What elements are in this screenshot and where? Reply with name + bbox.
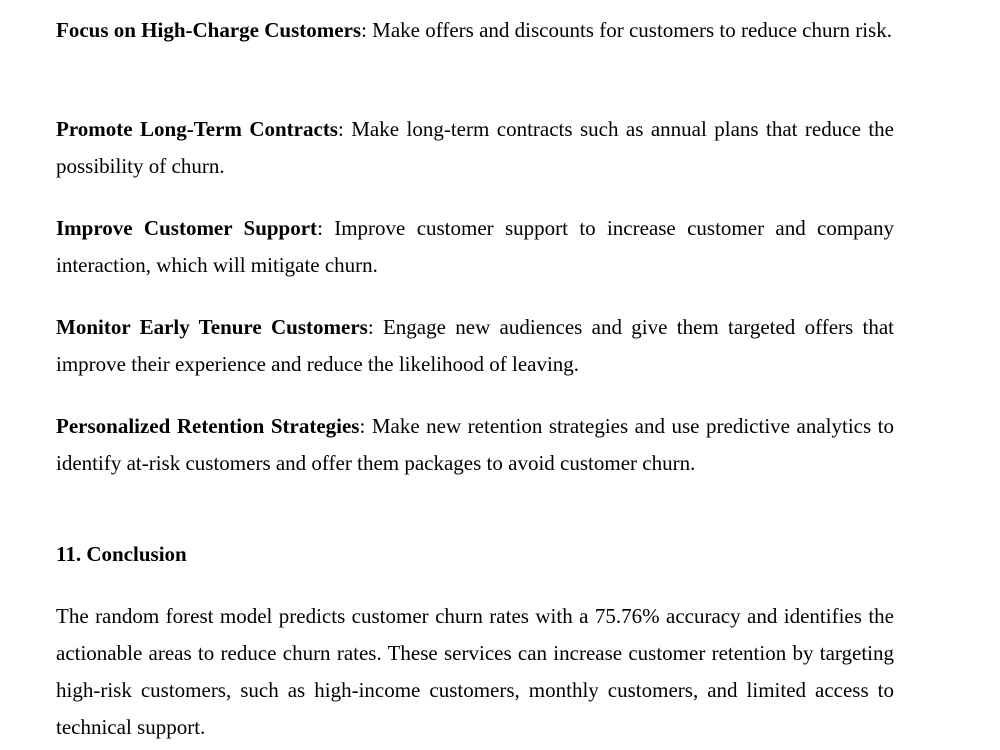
recommendation-title: Focus on High-Charge Customers [56, 18, 362, 42]
recommendation-text: : Make offers and discounts for customers to reduce churn risk. [361, 18, 892, 42]
recommendation-customer-support [56, 210, 894, 284]
recommendation-title: Improve Customer Support [56, 216, 318, 240]
recommendation-title: Personalized Retention Strategies [56, 414, 360, 438]
recommendation-long-term-contracts [56, 111, 894, 185]
recommendation-high-charge [56, 12, 894, 49]
recommendation-title: Monitor Early Tenure Customers [56, 315, 368, 339]
recommendation-early-tenure [56, 309, 894, 383]
conclusion-paragraph: The random forest model predicts customer churn rates with a 75.76% accuracy and identifies the actionable areas to reduce churn rates. These services can increase customer retention by targeting high-risk customers, such as high-income customers, monthly customers, and limited access to technical support. [56, 604, 894, 739]
recommendation-text: : Improve customer support to increase customer and company interaction, which will mitigate churn. [56, 216, 895, 277]
recommendation-text: : Make new retention strategies and use predictive analytics to identify at-risk customers and offer them packages to avoid customer churn. [56, 414, 894, 475]
section-heading-conclusion: 11. Conclusion [56, 542, 187, 566]
recommendation-text: : Engage new audiences and give them targeted offers that improve their experience and reduce the likelihood of leaving. [56, 315, 895, 376]
recommendation-text: : Make long-term contracts such as annual plans that reduce the possibility of churn. [56, 117, 894, 178]
recommendation-title: Promote Long-Term Contracts [56, 117, 338, 141]
recommendation-personalized-retention [56, 408, 894, 482]
